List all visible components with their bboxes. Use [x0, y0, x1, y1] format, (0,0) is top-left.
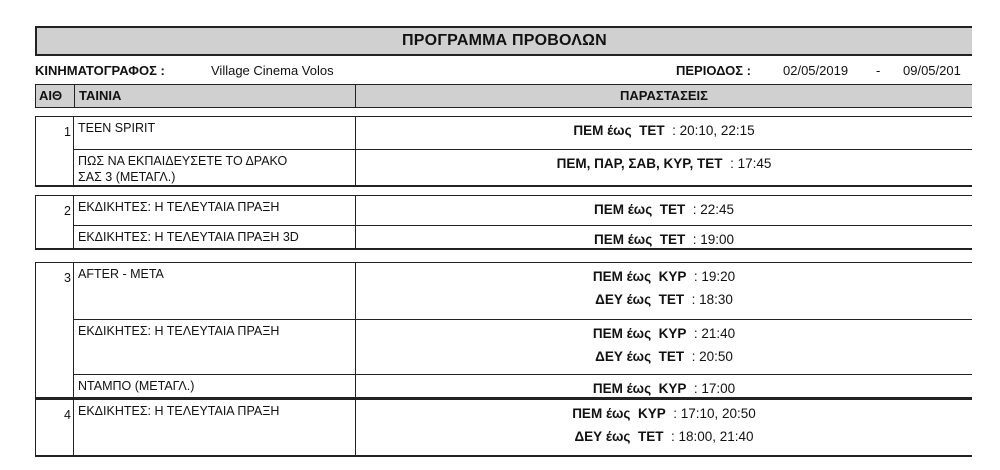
film-title-line: ΕΚΔΙΚΗΤΕΣ: Η ΤΕΛΕΥΤΑΙΑ ΠΡΑΞΗ 3D — [78, 230, 299, 244]
showtime-line — [356, 123, 972, 138]
film-title — [78, 323, 350, 339]
col-border — [73, 195, 74, 249]
show-times: : 19:00 — [685, 232, 735, 247]
film-title-line: ΕΚΔΙΚΗΤΕΣ: Η ΤΕΛΕΥΤΑΙΑ ΠΡΑΞΗ — [78, 404, 280, 418]
film-title-line: ΕΚΔΙΚΗΤΕΣ: Η ΤΕΛΕΥΤΑΙΑ ΠΡΑΞΗ — [78, 324, 280, 338]
film-title — [78, 403, 350, 419]
info-row — [35, 60, 972, 82]
period-to: 09/05/201 — [903, 63, 961, 78]
film-row-border — [73, 149, 972, 150]
film-title-line: ΕΚΔΙΚΗΤΕΣ: Η ΤΕΛΕΥΤΑΙΑ ΠΡΑΞΗ — [78, 200, 280, 214]
showtime-line — [356, 429, 972, 444]
period-label: ΠΕΡΙΟΔΟΣ : — [676, 63, 751, 78]
hall-group — [35, 262, 972, 398]
show-times: : 17:00 — [686, 381, 736, 396]
row-border — [35, 195, 972, 196]
hall-group — [35, 399, 972, 456]
show-times: : 18:30 — [684, 292, 733, 307]
cinema-label: ΚΙΝΗΜΑΤΟΓΡΑΦΟΣ : — [35, 63, 165, 78]
show-times: : 18:00, 21:40 — [663, 429, 754, 444]
film-title — [78, 266, 350, 282]
show-times: : 17:45 — [722, 156, 772, 171]
hall-group — [35, 195, 972, 249]
showtime-line — [356, 326, 972, 341]
film-title-line: ΣΑΣ 3 (ΜΕΤΑΓΛ.) — [78, 170, 176, 184]
showtime-line — [356, 156, 972, 171]
show-days: ΠΕΜ, ΠΑΡ, ΣΑΒ, ΚΥΡ, ΤΕΤ — [556, 156, 723, 171]
header-divider — [74, 85, 75, 107]
showtime-line — [356, 269, 972, 284]
group-border — [35, 455, 972, 457]
film-title-line: ΝΤΑΜΠΟ (ΜΕΤΑΓΛ.) — [78, 379, 195, 393]
col-border — [73, 262, 74, 398]
film-title-line: TEEN SPIRIT — [78, 121, 156, 135]
film-title — [78, 199, 350, 215]
show-times: : 22:45 — [685, 202, 735, 217]
group-border — [35, 248, 972, 250]
showtime-line — [356, 406, 972, 421]
show-times: : 20:10, 22:15 — [664, 123, 755, 138]
film-row-border — [73, 319, 972, 320]
showtime-line — [356, 202, 972, 217]
show-days: ΠΕΜ έως ΚΥΡ — [592, 269, 687, 284]
film-title — [78, 378, 350, 394]
show-times: : 19:20 — [686, 269, 736, 284]
cinema-name: Village Cinema Volos — [211, 63, 334, 78]
group-border — [35, 185, 972, 187]
film-title — [78, 229, 350, 245]
film-title — [78, 153, 350, 185]
period-separator: - — [876, 63, 881, 78]
show-days: ΔΕΥ έως ΤΕΤ — [595, 292, 685, 307]
show-days: ΠΕΜ έως ΤΕΤ — [573, 123, 665, 138]
showtime-line — [356, 381, 972, 396]
show-days: ΔΕΥ έως ΤΕΤ — [574, 429, 664, 444]
show-days: ΔΕΥ έως ΤΕΤ — [595, 349, 685, 364]
show-times: : 21:40 — [686, 326, 736, 341]
hall-number: 4 — [64, 408, 71, 422]
hall-group — [35, 116, 972, 186]
show-days: ΠΕΜ έως ΚΥΡ — [592, 326, 687, 341]
hall-number: 2 — [64, 204, 71, 218]
row-border — [35, 262, 972, 263]
period-from: 02/05/2019 — [783, 63, 849, 78]
document-title — [35, 26, 972, 56]
show-days: ΠΕΜ έως ΚΥΡ — [592, 381, 687, 396]
col-hall-header: ΑΙΘ — [39, 88, 63, 103]
col-shows-header: ΠΑΡΑΣΤΑΣΕΙΣ — [620, 88, 708, 103]
show-days: ΠΕΜ έως ΚΥΡ — [572, 406, 666, 421]
col-film-header: ΤΑΙΝΙΑ — [79, 88, 122, 103]
col-border — [73, 116, 74, 186]
row-border — [35, 399, 972, 400]
table-header — [35, 84, 972, 108]
show-times: : 17:10, 20:50 — [665, 406, 756, 421]
showtime-line — [356, 292, 972, 307]
film-title-line: ΠΩΣ ΝΑ ΕΚΠΑΙΔΕΥΣΕΤΕ ΤΟ ΔΡΑΚΟ — [78, 154, 288, 168]
showtime-line — [356, 349, 972, 364]
showtime-line — [356, 232, 972, 247]
show-days: ΠΕΜ έως ΤΕΤ — [593, 232, 686, 247]
hall-number: 1 — [64, 125, 71, 139]
col-border — [73, 399, 74, 456]
title-text: ΠΡΟΓΡΑΜΜΑ ΠΡΟΒΟΛΩΝ — [402, 32, 607, 49]
hall-number: 3 — [64, 271, 71, 285]
film-row-border — [73, 374, 972, 375]
row-border — [35, 116, 972, 117]
show-days: ΠΕΜ έως ΤΕΤ — [593, 202, 686, 217]
show-times: : 20:50 — [684, 349, 733, 364]
film-title-line: AFTER - ΜΕΤΑ — [78, 267, 164, 281]
film-row-border — [73, 225, 972, 226]
film-title — [78, 120, 350, 136]
